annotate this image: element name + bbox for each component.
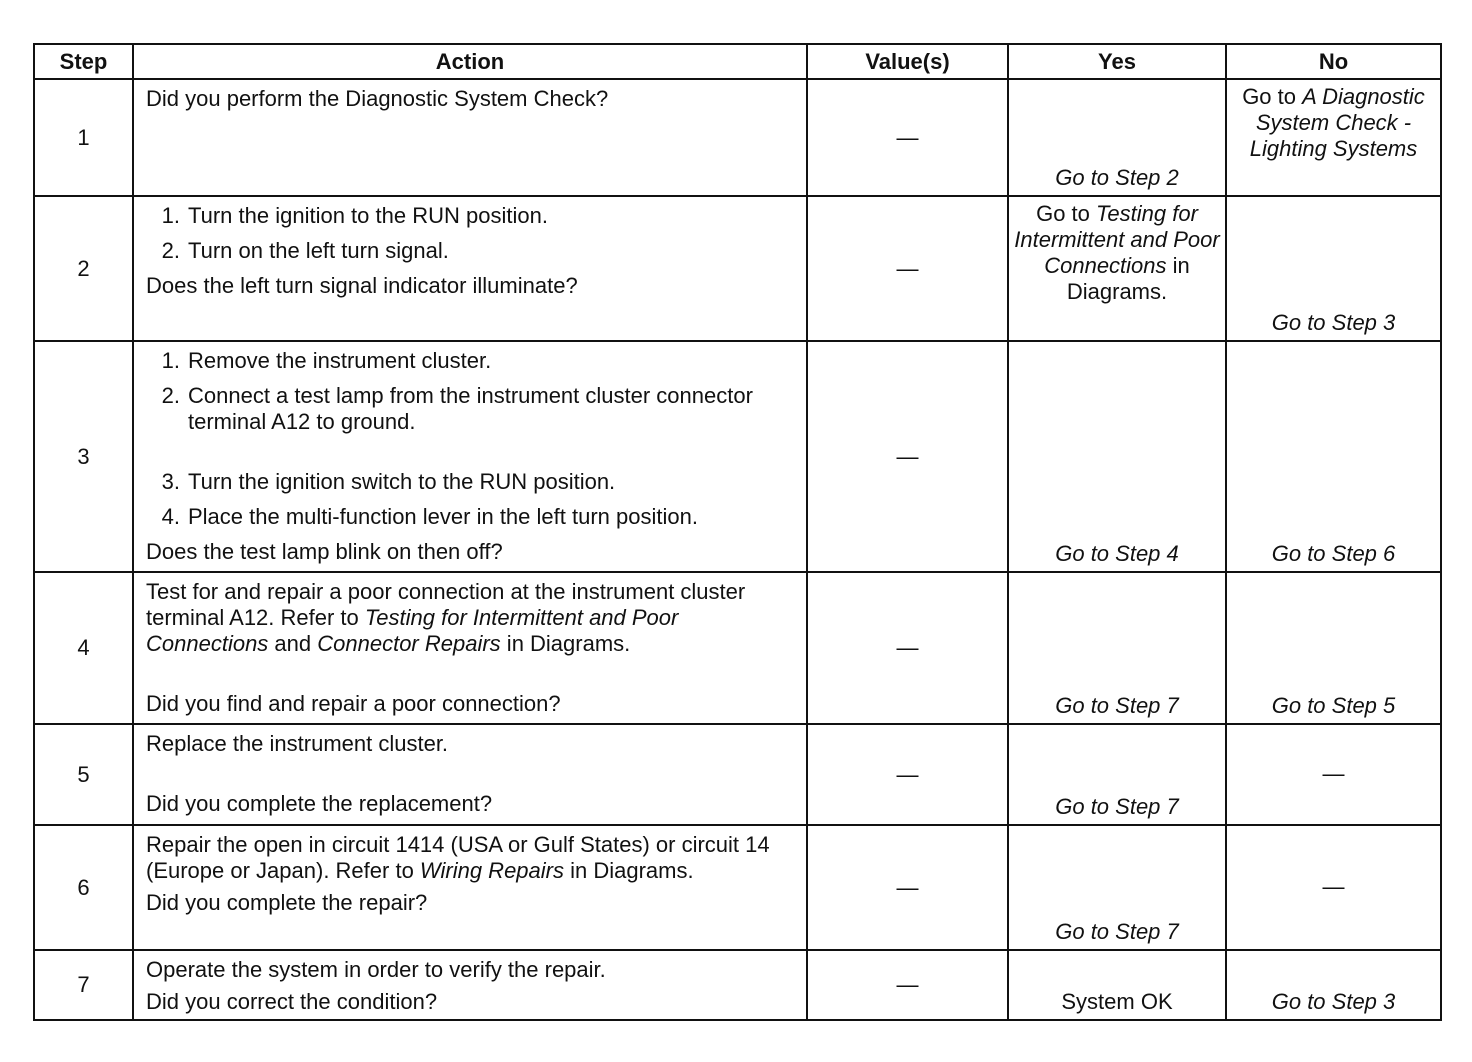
header-no: No [1226, 44, 1441, 79]
header-action: Action [133, 44, 807, 79]
action-text: Test for and repair a poor connection at the instrument cluster terminal A12. Refer to Testing for Intermittent and Poor Connections and Connector Repairs in Diagrams. [146, 579, 746, 656]
no-link: A Diagnostic System Check - Lighting Systems [1249, 84, 1425, 161]
value-cell: — [807, 724, 1008, 825]
no-text: Go to [1242, 84, 1303, 109]
action-question: Does the test lamp blink on then off? [146, 539, 503, 564]
no-link: Go to Step 3 [1271, 989, 1396, 1014]
no-cell [1226, 950, 1441, 1020]
table-row [34, 950, 1441, 1020]
action-cell [133, 79, 807, 196]
table-row [34, 825, 1441, 950]
no-cell [1226, 341, 1441, 572]
yes-cell [1008, 79, 1226, 196]
no-cell [1226, 572, 1441, 724]
step-number: 6 [34, 825, 133, 950]
yes-cell [1008, 572, 1226, 724]
action-text: Replace the instrument cluster. [146, 731, 449, 756]
action-question: Does the left turn signal indicator illuminate? [146, 273, 578, 298]
list-item: 2. Connect a test lamp from the instrument cluster connector terminal A12 to ground. [161, 383, 753, 434]
no-cell: — [1226, 825, 1441, 950]
diagnostic-table [33, 43, 1442, 1021]
action-question: Did you correct the condition? [146, 989, 438, 1014]
value-cell: — [807, 79, 1008, 196]
action-question: Did you perform the Diagnostic System Check? [146, 86, 609, 111]
value-cell: — [807, 196, 1008, 341]
step-number: 2 [34, 196, 133, 341]
action-question: Did you complete the replacement? [146, 791, 493, 816]
yes-cell [1008, 341, 1226, 572]
action-text: Repair the open in circuit 1414 (USA or Gulf States) or circuit 14 (Europe or Japan). Refer to Wiring Repairs in Diagrams. [146, 832, 770, 883]
action-list [146, 348, 796, 530]
step-number: 7 [34, 950, 133, 1020]
header-step: Step [34, 44, 133, 79]
action-cell [133, 572, 807, 724]
step-number: 5 [34, 724, 133, 825]
no-link: Go to Step 6 [1271, 541, 1396, 566]
table-row [34, 79, 1441, 196]
action-cell [133, 196, 807, 341]
yes-link: Go to Step 4 [1055, 541, 1179, 566]
yes-cell: Go to Testing for Intermittent and Poor Connections in Diagrams. [1008, 196, 1226, 341]
no-link: Go to Step 3 [1271, 310, 1396, 335]
list-item: 4. Place the multi-function lever in the left turn position. [161, 504, 698, 529]
header-values: Value(s) [807, 44, 1008, 79]
action-cell [133, 341, 807, 572]
table-row [34, 572, 1441, 724]
action-list [146, 203, 796, 264]
step-number: 1 [34, 79, 133, 196]
action-question: Did you complete the repair? [146, 890, 428, 915]
no-cell: — [1226, 724, 1441, 825]
list-item: 1. Remove the instrument cluster. [161, 348, 492, 373]
value-cell: — [807, 341, 1008, 572]
value-cell: — [807, 572, 1008, 724]
step-number: 3 [34, 341, 133, 572]
list-item: 3. Turn the ignition switch to the RUN position. [161, 469, 616, 494]
action-text: Operate the system in order to verify the repair. [146, 957, 606, 982]
yes-link: Go to Step 7 [1055, 794, 1179, 819]
step-number: 4 [34, 572, 133, 724]
action-cell [133, 825, 807, 950]
yes-link: Go to Step 7 [1055, 693, 1179, 718]
action-question: Did you find and repair a poor connection? [146, 691, 561, 716]
yes-link: Go to Step 7 [1055, 919, 1179, 944]
action-cell [133, 950, 807, 1020]
yes-cell [1008, 724, 1226, 825]
yes-link: Testing for Intermittent and Poor Connections [1014, 201, 1220, 278]
value-cell: — [807, 825, 1008, 950]
table-row [34, 724, 1441, 825]
header-yes: Yes [1008, 44, 1226, 79]
no-cell [1226, 196, 1441, 341]
no-link: Go to Step 5 [1271, 693, 1396, 718]
no-cell [1226, 79, 1441, 196]
yes-link: Go to Step 2 [1055, 165, 1179, 190]
value-cell: — [807, 950, 1008, 1020]
list-item: 2. Turn on the left turn signal. [161, 238, 449, 263]
list-item: 1. Turn the ignition to the RUN position. [161, 203, 548, 228]
yes-cell: System OK [1008, 950, 1226, 1020]
table-row [34, 196, 1441, 341]
action-cell [133, 724, 807, 825]
yes-cell [1008, 825, 1226, 950]
table-row [34, 341, 1441, 572]
header-row [34, 44, 1441, 79]
